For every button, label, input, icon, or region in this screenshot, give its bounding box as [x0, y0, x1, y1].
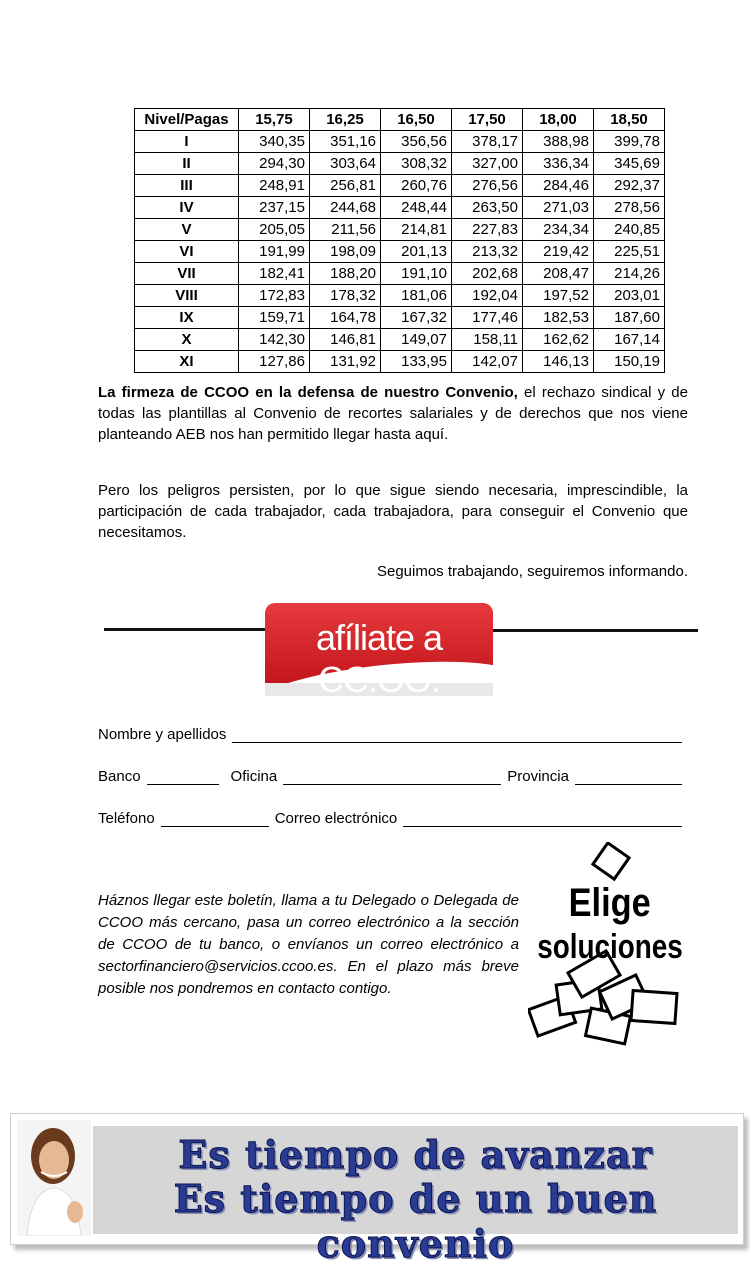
form-row-name	[98, 726, 682, 743]
amount-cell: 164,78	[310, 307, 381, 329]
amount-cell: 237,15	[239, 197, 310, 219]
salary-table-container	[134, 108, 665, 373]
amount-cell: 197,52	[523, 285, 594, 307]
amount-cell: 208,47	[523, 263, 594, 285]
divider-left	[104, 628, 274, 631]
amount-cell: 133,95	[381, 351, 452, 373]
amount-cell: 284,46	[523, 175, 594, 197]
phone-field[interactable]	[161, 810, 269, 827]
amount-cell: 182,53	[523, 307, 594, 329]
bottom-banner	[10, 1113, 744, 1266]
amount-cell: 219,42	[523, 241, 594, 263]
table-header-cell: 18,00	[523, 109, 594, 131]
level-cell: II	[135, 153, 239, 175]
amount-cell: 127,86	[239, 351, 310, 373]
amount-cell: 356,56	[381, 131, 452, 153]
amount-cell: 162,62	[523, 329, 594, 351]
amount-cell: 131,92	[310, 351, 381, 373]
level-cell: I	[135, 131, 239, 153]
amount-cell: 213,32	[452, 241, 523, 263]
salary-table	[134, 108, 665, 373]
table-row	[135, 131, 665, 153]
amount-cell: 244,68	[310, 197, 381, 219]
amount-cell: 149,07	[381, 329, 452, 351]
woman-photo-icon	[17, 1120, 91, 1236]
level-cell: IX	[135, 307, 239, 329]
province-field[interactable]	[575, 768, 682, 785]
amount-cell: 150,19	[594, 351, 665, 373]
level-cell: XI	[135, 351, 239, 373]
phone-label: Teléfono	[98, 810, 155, 827]
amount-cell: 146,81	[310, 329, 381, 351]
level-cell: VIII	[135, 285, 239, 307]
amount-cell: 205,05	[239, 219, 310, 241]
afiliate-banner[interactable]	[265, 603, 493, 696]
amount-cell: 292,37	[594, 175, 665, 197]
table-header-cell: 16,25	[310, 109, 381, 131]
table-row	[135, 241, 665, 263]
email-field[interactable]	[403, 810, 682, 827]
soluciones-text: soluciones	[537, 927, 683, 966]
amount-cell: 240,85	[594, 219, 665, 241]
amount-cell: 388,98	[523, 131, 594, 153]
amount-cell: 214,26	[594, 263, 665, 285]
bank-field[interactable]	[147, 768, 219, 785]
email-label: Correo electrónico	[274, 810, 398, 827]
divider-right	[486, 629, 698, 632]
table-header-cell: 16,50	[381, 109, 452, 131]
amount-cell: 181,06	[381, 285, 452, 307]
closing-line: Seguimos trabajando, seguiremos informando.	[376, 563, 688, 580]
level-cell: X	[135, 329, 239, 351]
table-header-cell: 18,50	[594, 109, 665, 131]
amount-cell: 177,46	[452, 307, 523, 329]
amount-cell: 172,83	[239, 285, 310, 307]
amount-cell: 178,32	[310, 285, 381, 307]
amount-cell: 271,03	[523, 197, 594, 219]
table-row	[135, 219, 665, 241]
table-header-cell: 15,75	[239, 109, 310, 131]
name-field[interactable]	[232, 726, 682, 743]
amount-cell: 378,17	[452, 131, 523, 153]
amount-cell: 327,00	[452, 153, 523, 175]
banner-line-2: Es tiempo de un buen convenio	[173, 1176, 658, 1266]
level-cell: VII	[135, 263, 239, 285]
amount-cell: 159,71	[239, 307, 310, 329]
paragraph-firmeza	[98, 382, 688, 445]
amount-cell: 225,51	[594, 241, 665, 263]
table-body	[135, 131, 665, 373]
amount-cell: 198,09	[310, 241, 381, 263]
table-row	[135, 285, 665, 307]
amount-cell: 248,44	[381, 197, 452, 219]
amount-cell: 345,69	[594, 153, 665, 175]
amount-cell: 276,56	[452, 175, 523, 197]
amount-cell: 191,99	[239, 241, 310, 263]
amount-cell: 214,81	[381, 219, 452, 241]
amount-cell: 278,56	[594, 197, 665, 219]
table-row	[135, 329, 665, 351]
amount-cell: 201,13	[381, 241, 452, 263]
table-row	[135, 175, 665, 197]
level-cell: V	[135, 219, 239, 241]
amount-cell: 294,30	[239, 153, 310, 175]
amount-cell: 211,56	[310, 219, 381, 241]
table-row	[135, 351, 665, 373]
amount-cell: 202,68	[452, 263, 523, 285]
table-row	[135, 263, 665, 285]
form-row-contact	[98, 810, 682, 827]
amount-cell: 256,81	[310, 175, 381, 197]
level-cell: IV	[135, 197, 239, 219]
amount-cell: 167,32	[381, 307, 452, 329]
paragraph-peligros: Pero los peligros persisten, por lo que sigue siendo necesaria, imprescindible, la participación de cada trabajador, cada trabajadora, para conseguir el Convenio que necesitamos.	[98, 482, 688, 541]
amount-cell: 308,32	[381, 153, 452, 175]
paragraph-firmeza-rest: el rechazo sindical y de todas las plantillas al Convenio de recortes salariales y de derechos que nos viene planteando AEB nos han permitido llegar hasta aquí.	[98, 384, 688, 443]
amount-cell: 227,83	[452, 219, 523, 241]
amount-cell: 142,07	[452, 351, 523, 373]
table-row	[135, 153, 665, 175]
amount-cell: 234,34	[523, 219, 594, 241]
amount-cell: 167,14	[594, 329, 665, 351]
elige-soluciones-logo	[528, 842, 688, 1052]
table-header-row	[135, 109, 665, 131]
amount-cell: 192,04	[452, 285, 523, 307]
amount-cell: 187,60	[594, 307, 665, 329]
afiliate-text: afíliate a CC.OO.	[315, 617, 443, 696]
amount-cell: 336,34	[523, 153, 594, 175]
elige-text: Elige	[568, 879, 651, 925]
bank-label: Banco	[98, 768, 141, 785]
table-header-cell: Nivel/Pagas	[135, 109, 239, 131]
amount-cell: 182,41	[239, 263, 310, 285]
paragraph-firmeza-bold: La firmeza de CCOO en la defensa de nuestro Convenio,	[98, 384, 518, 401]
amount-cell: 158,11	[452, 329, 523, 351]
amount-cell: 248,91	[239, 175, 310, 197]
level-cell: III	[135, 175, 239, 197]
contact-paragraph: Háznos llegar este boletín, llama a tu Delegado o Delegada de CCOO más cercano, pasa un correo electrónico a la sección de CCOO de tu banco, o envíanos un correo electrónico a sectorfinanciero@servicios.ccoo.es. En el plazo más breve posible nos pondremos en contacto contigo.	[98, 892, 519, 997]
table-header-cell: 17,50	[452, 109, 523, 131]
office-field[interactable]	[283, 768, 501, 785]
table-row	[135, 197, 665, 219]
form-row-bank	[98, 768, 682, 785]
province-label: Provincia	[507, 768, 569, 785]
amount-cell: 263,50	[452, 197, 523, 219]
amount-cell: 303,64	[310, 153, 381, 175]
banner-line-1: Es tiempo de avanzar	[178, 1132, 653, 1177]
amount-cell: 351,16	[310, 131, 381, 153]
office-label: Oficina	[230, 768, 278, 785]
amount-cell: 203,01	[594, 285, 665, 307]
amount-cell: 399,78	[594, 131, 665, 153]
amount-cell: 340,35	[239, 131, 310, 153]
amount-cell: 191,10	[381, 263, 452, 285]
amount-cell: 142,30	[239, 329, 310, 351]
amount-cell: 260,76	[381, 175, 452, 197]
amount-cell: 146,13	[523, 351, 594, 373]
level-cell: VI	[135, 241, 239, 263]
amount-cell: 188,20	[310, 263, 381, 285]
name-label: Nombre y apellidos	[98, 726, 227, 743]
table-row	[135, 307, 665, 329]
